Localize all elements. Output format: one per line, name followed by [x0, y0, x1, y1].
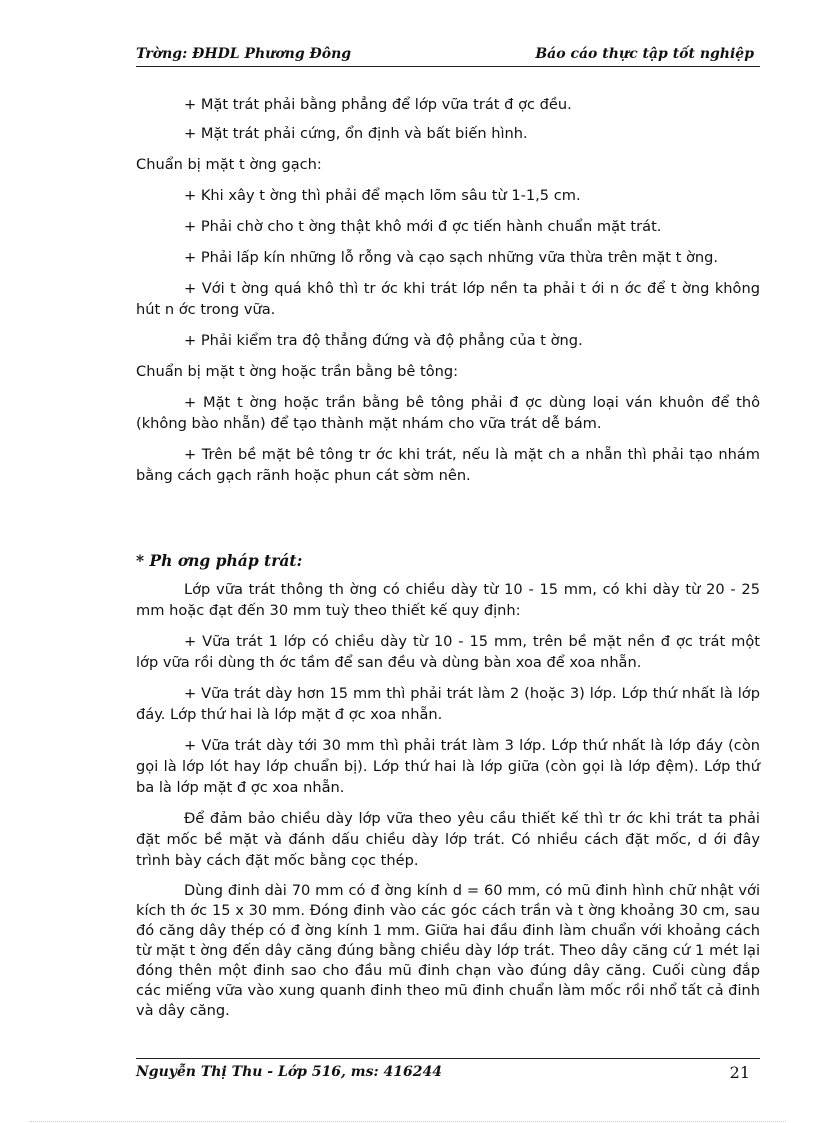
header-school: Trờng: ĐHDL Phương Đông [136, 46, 352, 62]
paragraph: + Vữa trát 1 lớp có chiều dày từ 10 - 15 mm, trên bề mặt nền đ ợc trát một lớp vữa rồi dùng th ớc tầm để san đều và dùng bàn xoa để xoa nhẵn. [136, 633, 760, 671]
header-report-title: Báo cáo thực tập tốt nghiệp [535, 46, 754, 62]
paragraph: Chuẩn bị mặt t ờng hoặc trần bằng bê tông: [136, 363, 459, 380]
page-footer [136, 1058, 760, 1085]
paragraph: + Vữa trát dày hơn 15 mm thì phải trát làm 2 (hoặc 3) lớp. Lớp thứ nhất là lớp đáy. Lớp thứ hai là lớp mặt đ ợc xoa nhẵn. [136, 685, 760, 723]
paragraph: + Phải chờ cho t ờng thật khô mới đ ợc tiến hành chuẩn mặt trát. [184, 218, 662, 235]
document-body [136, 94, 760, 1031]
paragraph: + Mặt trát phải bằng phẳng để lớp vữa trát đ ợc đều. [184, 96, 572, 113]
page-number: 21 [729, 1063, 750, 1082]
paragraph: + Phải lấp kín những lỗ rỗng và cạo sạch những vữa thừa trên mặt t ờng. [184, 249, 719, 266]
paragraph: Dùng đinh dài 70 mm có đ ờng kính d = 60 mm, có mũ đinh hình chữ nhật với kích th ớc 15 x 30 mm. Đóng đinh vào các góc cách trần và t ờng khoảng 30 cm, sau đó căng dây thép có đ ờng kính 1 mm. Giữa hai đầu đinh làm chuẩn với khoảng cách từ mặt t ờng đến dây căng đúng bằng chiều dày lớp trát. Theo dây căng cứ 1 mét lại đóng thên một đinh sao cho đầu mũ đinh chạn vào đúng dây căng. Cuối cùng đắp các miếng vữa vào xung quanh đinh theo mũ đinh chuẩn làm mốc rồi nhổ tất cả đinh và dây căng. [136, 882, 760, 1019]
page-header [136, 44, 760, 67]
footer-author: Nguyễn Thị Thu - Lớp 516, ms: 416244 [136, 1064, 442, 1080]
paragraph: + Mặt t ờng hoặc trần bằng bê tông phải đ ợc dùng loại ván khuôn để thô (không bào nhẵn) để tạo thành mặt nhám cho vữa trát dễ bám. [136, 394, 760, 432]
paragraph: Chuẩn bị mặt t ờng gạch: [136, 156, 322, 173]
paragraph: + Mặt trát phải cứng, ổn định và bất biến hình. [184, 125, 528, 142]
paragraph: + Khi xây t ờng thì phải để mạch lõm sâu từ 1-1,5 cm. [184, 187, 581, 204]
paragraph: Để đảm bảo chiều dày lớp vữa theo yêu cầu thiết kế thì tr ớc khi trát ta phải đặt mốc bề mặt và đánh dấu chiều dày lớp trát. Có nhiều cách đặt mốc, d ới đây trình bày cách đặt mốc bằng cọc thép. [136, 810, 760, 869]
paragraph: + Phải kiểm tra độ thẳng đứng và độ phẳng của t ờng. [184, 332, 583, 349]
page-bottom-divider [30, 1121, 786, 1122]
paragraph: + Với t ờng quá khô thì tr ớc khi trát lớp nền ta phải t ới n ớc để t ờng không hút n ớc trong vữa. [136, 280, 760, 318]
paragraph: + Vữa trát dày tới 30 mm thì phải trát làm 3 lớp. Lớp thứ nhất là lớp đáy (còn gọi là lớp lót hay lớp chuẩn bị). Lớp thứ hai là lớp giữa (còn gọi là lớp đệm). Lớp thứ ba là lớp mặt đ ợc xoa nhẵn. [136, 737, 760, 796]
section-heading: * Ph ơng pháp trát: [136, 551, 303, 570]
paragraph: Lớp vữa trát thông th ờng có chiều dày từ 10 - 15 mm, có khi dày từ 20 - 25 mm hoặc đạt đến 30 mm tuỳ theo thiết kế quy định: [136, 581, 760, 619]
paragraph: + Trên bề mặt bê tông tr ớc khi trát, nếu là mặt ch a nhẵn thì phải tạo nhám bằng cách gạch rãnh hoặc phun cát sờm nên. [136, 446, 760, 484]
